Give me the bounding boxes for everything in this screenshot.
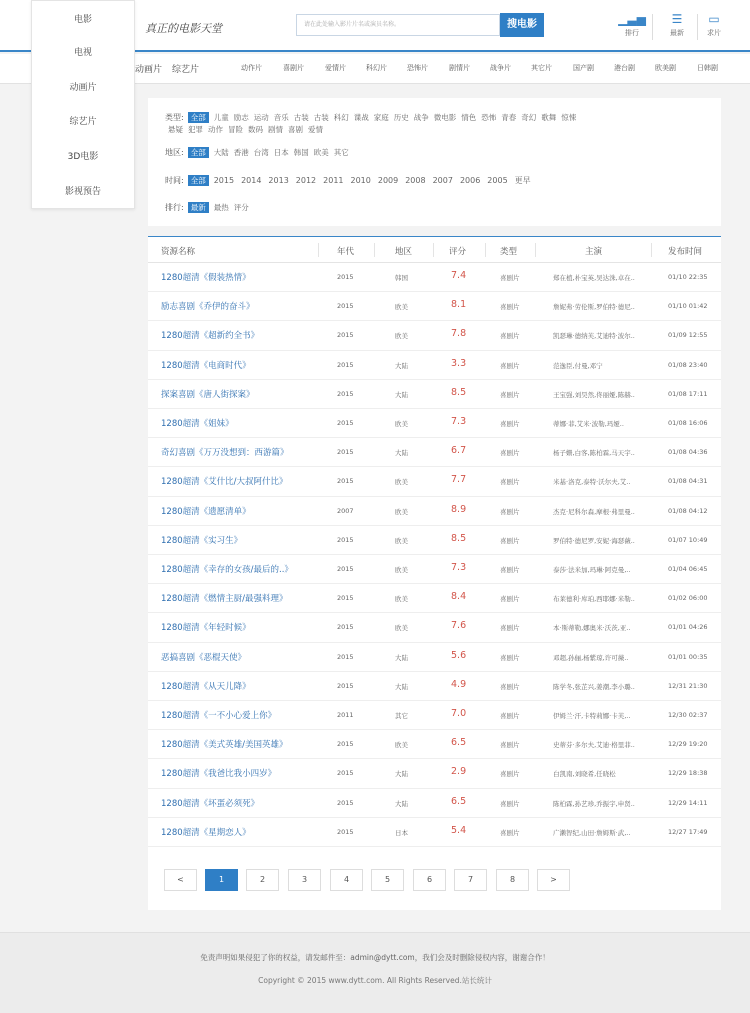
movie-year: 2015 — [337, 419, 354, 427]
movie-year: 2015 — [337, 302, 354, 311]
movie-score: 5.6 — [451, 649, 467, 661]
table-row — [148, 701, 721, 730]
nav-rank[interactable] — [615, 10, 649, 38]
movie-title-link[interactable]: 1280超清《坏蛋必须死》 — [161, 798, 260, 809]
filter-option[interactable]: 历史 — [393, 113, 409, 122]
col-region: 地区 — [395, 247, 413, 257]
filter-option[interactable]: 古装 — [293, 113, 309, 122]
movie-year: 2015 — [337, 389, 354, 398]
filter-option[interactable]: 科幻 — [333, 113, 349, 122]
movie-actors: 郑在植,朴宝英,吴达洙,卓在.. — [553, 274, 635, 282]
movie-year: 2015 — [337, 565, 354, 573]
movie-score: 8.4 — [451, 591, 467, 603]
col-divider — [651, 243, 652, 257]
movie-score: 2.9 — [451, 766, 467, 778]
movie-date: 12/30 02:37 — [668, 711, 708, 719]
movie-score: 6.5 — [451, 737, 467, 749]
filter-year[interactable]: 2008 — [405, 176, 426, 185]
filter-option[interactable]: 微电影 — [433, 113, 457, 122]
chat-bubble-icon: ▭ — [708, 12, 720, 26]
movie-genre: 喜剧片 — [500, 741, 520, 750]
movie-score: 6.5 — [451, 795, 467, 807]
cat-animation[interactable]: 动画片 — [135, 65, 163, 75]
channel-dropdown — [31, 0, 135, 209]
filter-year[interactable]: 2012 — [295, 176, 317, 185]
filter-year[interactable]: 2007 — [432, 176, 453, 185]
filter-option[interactable]: 剧情 — [268, 125, 283, 134]
dropdown-item-animation[interactable]: 动画片 — [69, 82, 97, 93]
movie-actors: 本·斯蒂勒,娜奥米·沃茨,亚.. — [553, 624, 631, 633]
movie-title-link[interactable]: 1280超清《年轻时候》 — [161, 623, 251, 634]
movie-region: 欧美 — [395, 303, 408, 312]
movie-actors: 王宝强,刘昊然,佟丽娅,陈赫.. — [553, 390, 635, 399]
search-input[interactable]: 请在此处输入影片片名或演员名称。 — [296, 14, 500, 36]
filter-option[interactable]: 运动 — [253, 113, 269, 122]
movie-genre: 喜剧片 — [500, 712, 520, 720]
movie-title-link[interactable]: 奇幻喜剧《万万没想到：西游篇》 — [161, 448, 289, 459]
table-row — [148, 351, 721, 380]
movie-region: 大陆 — [395, 653, 408, 662]
movie-date: 01/07 10:49 — [668, 535, 708, 544]
movie-year: 2015 — [337, 652, 354, 661]
movie-region: 大陆 — [395, 449, 408, 458]
movie-region: 大陆 — [395, 390, 408, 399]
movie-region: 欧美 — [395, 741, 408, 750]
movie-title-link[interactable]: 1280超清《超新约全书》 — [161, 331, 260, 342]
filter-option[interactable]: 香港 — [233, 148, 249, 157]
movie-date: 01/08 04:12 — [668, 506, 708, 515]
col-divider — [433, 243, 434, 257]
cat-item[interactable]: 喜剧片 — [283, 64, 304, 72]
movie-region: 日本 — [395, 828, 408, 837]
table-row — [148, 438, 721, 467]
nav-request-label: 求片 — [707, 29, 721, 37]
movie-actors: 蒂娜·菲,艾米·波勒,玛娅.. — [553, 420, 624, 428]
col-divider — [535, 243, 536, 257]
filter-panel — [148, 98, 721, 226]
movie-actors: 白凯南,刘晓希,任晓松 — [553, 770, 616, 779]
filter-year[interactable]: 2009 — [377, 176, 399, 185]
filter-region-all[interactable]: 全部 — [188, 147, 209, 158]
filter-option[interactable]: 悬疑 — [168, 125, 183, 134]
pager-page[interactable]: 8 — [496, 869, 529, 891]
movie-genre: 喜剧片 — [500, 420, 520, 428]
movie-date: 01/01 00:35 — [668, 652, 708, 661]
filter-year[interactable]: 2015 — [213, 176, 235, 185]
movie-date: 12/29 14:11 — [668, 798, 708, 807]
cat-item[interactable]: 动作片 — [241, 64, 262, 72]
movie-score: 8.1 — [451, 299, 467, 311]
movie-genre: 喜剧片 — [500, 595, 520, 604]
col-actors: 主演 — [585, 247, 603, 257]
movie-year: 2015 — [337, 273, 354, 281]
movie-actors: 杰克·尼科尔森,摩根·弗里曼.. — [553, 507, 635, 516]
movie-score: 8.5 — [451, 386, 467, 398]
movie-title-link[interactable]: 1280超清《实习生》 — [161, 535, 243, 546]
movie-region: 大陆 — [395, 799, 408, 808]
filter-option[interactable]: 日本 — [273, 148, 289, 157]
cat-item[interactable]: 国产剧 — [573, 64, 594, 72]
movie-region: 欧美 — [395, 420, 408, 428]
movie-genre: 喜剧片 — [500, 770, 520, 779]
pager-page[interactable]: 3 — [288, 869, 321, 891]
col-divider — [485, 243, 486, 257]
dropdown-item-variety[interactable]: 综艺片 — [69, 117, 97, 128]
filter-option[interactable]: 冒险 — [228, 125, 243, 134]
movie-actors: 凯瑟琳·德纳芙,艾迪特·波尔.. — [553, 332, 635, 341]
filter-option[interactable]: 儿童 — [213, 113, 229, 122]
movie-genre: 喜剧片 — [500, 624, 520, 633]
movie-date: 01/09 12:55 — [668, 331, 708, 340]
table-row — [148, 759, 721, 788]
site-footer — [0, 932, 750, 1013]
cat-item[interactable]: 欧美剧 — [655, 64, 676, 72]
table-row — [148, 497, 721, 526]
table-row — [148, 409, 721, 438]
movie-genre: 喜剧片 — [500, 828, 520, 837]
movie-actors: 广濑智纪,山田·詹姆斯·武,.. — [553, 828, 631, 837]
filter-option[interactable]: 喜剧 — [288, 125, 303, 134]
cat-item[interactable]: 日韩剧 — [697, 64, 718, 72]
pager-next[interactable]: > — [537, 869, 570, 891]
movie-table — [148, 236, 721, 910]
movie-actors: 范逸臣,付曼,邓宁 — [553, 361, 603, 370]
table-row — [148, 292, 721, 321]
filter-sort-option[interactable]: 最热 — [213, 203, 229, 212]
movie-score: 7.8 — [451, 328, 467, 340]
movie-genre: 喜剧片 — [500, 274, 520, 282]
movie-region: 欧美 — [395, 566, 408, 574]
movie-genre: 喜剧片 — [500, 303, 520, 312]
movie-region: 欧美 — [395, 478, 408, 487]
filter-option[interactable]: 谍战 — [353, 113, 369, 122]
movie-score: 8.5 — [451, 532, 467, 544]
movie-date: 01/10 22:35 — [668, 273, 708, 281]
movie-title-link[interactable]: 1280超清《我爸比我小四岁》 — [161, 769, 277, 780]
cat-item[interactable]: 港台剧 — [614, 64, 635, 72]
pager-page[interactable]: 6 — [413, 869, 446, 891]
pager-prev[interactable]: < — [164, 869, 197, 891]
cat-item[interactable]: 爱情片 — [325, 64, 346, 72]
movie-title-link[interactable]: 1280超清《姐妹》 — [161, 419, 234, 429]
dropdown-item-movie[interactable]: 电影 — [73, 15, 92, 25]
movie-actors: 伊姆兰·汗,卡特莉娜·卡芙,.. — [553, 712, 631, 720]
filter-type-all[interactable]: 全部 — [188, 112, 209, 123]
table-row — [148, 730, 721, 759]
movie-actors: 陈学冬,张芷兴,姜潮,李小璐.. — [553, 682, 635, 691]
col-genre: 类型 — [500, 247, 518, 257]
movie-score: 7.6 — [451, 620, 467, 632]
movie-year: 2015 — [337, 769, 354, 778]
table-row — [148, 789, 721, 818]
filter-option[interactable]: 犯罪 — [188, 125, 203, 134]
pager-page[interactable]: 4 — [330, 869, 363, 891]
dropdown-item-trailer[interactable]: 影视预告 — [64, 186, 101, 197]
movie-title-link[interactable]: 1280超清《假装热情》 — [161, 273, 251, 283]
cat-variety[interactable]: 综艺片 — [172, 65, 200, 75]
filter-year[interactable]: 2013 — [268, 176, 289, 185]
movie-region: 大陆 — [395, 770, 408, 779]
filter-option[interactable]: 战争 — [413, 113, 429, 122]
bar-chart-icon: ▁▃▅ — [618, 12, 646, 26]
movie-genre: 喜剧片 — [500, 449, 520, 458]
col-date: 发布时间 — [668, 247, 703, 257]
cat-item[interactable]: 恐怖片 — [407, 64, 428, 72]
list-icon: ☰ — [671, 12, 683, 26]
movie-region: 欧美 — [395, 624, 408, 633]
movie-year: 2015 — [337, 681, 354, 690]
filter-region-label: 地区: — [165, 148, 184, 157]
movie-region: 欧美 — [395, 536, 408, 545]
table-row — [148, 467, 721, 496]
filter-option[interactable]: 青春 — [501, 113, 517, 122]
movie-score: 7.0 — [451, 708, 467, 719]
table-row — [148, 672, 721, 701]
movie-title-link[interactable]: 1280超清《艾什比/大叔阿什比》 — [161, 477, 288, 488]
movie-title-link[interactable]: 1280超清《从天儿降》 — [161, 681, 251, 692]
movie-title-link[interactable]: 1280超清《燃情主厨/最强料理》 — [161, 594, 288, 605]
movie-region: 大陆 — [395, 361, 408, 370]
filter-option[interactable]: 古装 — [313, 113, 329, 122]
pager-page[interactable]: 2 — [246, 869, 279, 891]
filter-sort-label: 排行: — [165, 203, 184, 212]
pager-page[interactable]: 5 — [371, 869, 404, 891]
movie-year: 2015 — [337, 740, 354, 749]
footer-disclaimer: 免责声明如果侵犯了你的权益，请发邮件至：admin@dytt.com，我们会及时删除侵权内容，谢谢合作！ — [200, 953, 550, 962]
search-button[interactable]: 搜电影 — [500, 13, 544, 37]
movie-genre: 喜剧片 — [500, 361, 520, 370]
movie-genre: 喜剧片 — [500, 478, 520, 487]
filter-sort-newest[interactable]: 最新 — [188, 202, 209, 213]
movie-date: 12/29 18:38 — [668, 769, 708, 778]
cat-item[interactable]: 其它片 — [531, 64, 552, 72]
table-row — [148, 613, 721, 642]
movie-date: 01/08 04:31 — [668, 477, 708, 486]
movie-region: 欧美 — [395, 595, 408, 604]
footer-copyright: Copyright © 2015 www.dytt.com. All Rights Reserved.站长统计 — [258, 976, 492, 985]
movie-score: 7.3 — [451, 416, 467, 427]
filter-year[interactable]: 2010 — [350, 176, 371, 185]
filter-option[interactable]: 恐怖 — [481, 113, 497, 122]
movie-score: 8.9 — [451, 503, 467, 515]
movie-year: 2015 — [337, 477, 354, 486]
movie-date: 01/04 06:45 — [668, 565, 708, 573]
nav-request[interactable] — [697, 10, 731, 38]
filter-option[interactable]: 奇幻 — [521, 113, 537, 122]
movie-score: 7.3 — [451, 562, 467, 573]
movie-year: 2015 — [337, 798, 354, 807]
filter-type-label: 类型: — [165, 113, 184, 122]
table-header — [148, 237, 721, 263]
movie-title-link[interactable]: 1280超清《一不小心爱上你》 — [161, 711, 277, 721]
movie-year: 2015 — [337, 535, 354, 544]
movie-actors: 史蒂芬·多尔夫,艾迪·格里菲.. — [553, 741, 635, 750]
movie-title-link[interactable]: 1280超清《遗愿清单》 — [161, 506, 251, 517]
filter-region-row — [165, 147, 354, 158]
filter-option[interactable]: 韩国 — [293, 148, 309, 157]
movie-date: 01/02 06:00 — [668, 594, 708, 603]
movie-score: 6.7 — [451, 445, 467, 457]
movie-genre: 喜剧片 — [500, 682, 520, 691]
filter-year[interactable]: 2006 — [459, 176, 481, 185]
col-name: 资源名称 — [161, 247, 196, 257]
movie-title-link[interactable]: 探案喜剧《唐人街探案》 — [161, 389, 255, 400]
table-row — [148, 584, 721, 613]
movie-date: 01/08 16:06 — [668, 419, 708, 427]
filter-option[interactable]: 歌舞 — [541, 113, 557, 122]
filter-sort-row — [165, 202, 254, 213]
movie-actors: 陈柏霖,孙艺珍,乔振宇,申贤.. — [553, 799, 635, 808]
filter-time-row — [165, 175, 538, 186]
filter-type-row — [165, 112, 581, 123]
movie-year: 2015 — [337, 623, 354, 632]
movie-date: 01/01 04:26 — [668, 623, 708, 632]
filter-option[interactable]: 励志 — [233, 113, 249, 122]
movie-score: 3.3 — [451, 357, 467, 369]
filter-option[interactable]: 台湾 — [253, 148, 269, 157]
movie-title-link[interactable]: 1280超清《幸存的女孩/最后的..》 — [161, 565, 293, 575]
table-row — [148, 380, 721, 409]
filter-year[interactable]: 2005 — [487, 176, 508, 185]
movie-genre: 喜剧片 — [500, 332, 520, 341]
filter-option[interactable]: 情色 — [461, 113, 477, 122]
movie-title-link[interactable]: 励志喜剧《乔伊的奋斗》 — [161, 302, 255, 313]
cat-item[interactable]: 科幻片 — [366, 64, 387, 72]
nav-rank-label: 排行 — [625, 29, 639, 37]
movie-actors: 米基·洛克,泰特·沃尔夫,艾.. — [553, 478, 631, 487]
filter-option[interactable]: 欧美 — [313, 148, 329, 157]
movie-region: 欧美 — [395, 507, 408, 516]
table-row — [148, 555, 721, 584]
movie-date: 01/10 01:42 — [668, 302, 708, 311]
filter-option[interactable]: 家庭 — [373, 113, 389, 122]
site-slogan: 真正的电影天堂 — [145, 22, 222, 35]
filter-year[interactable]: 2011 — [323, 176, 344, 185]
movie-actors: 泰莎·法米加,玛琳·阿克曼,.. — [553, 566, 631, 574]
pager-page[interactable]: 7 — [454, 869, 487, 891]
table-row — [148, 526, 721, 555]
nav-latest-label: 最新 — [670, 29, 684, 37]
col-divider — [374, 243, 375, 257]
filter-year[interactable]: 更早 — [514, 176, 531, 185]
movie-date: 01/08 23:40 — [668, 360, 708, 369]
movie-region: 其它 — [395, 712, 408, 720]
dropdown-item-tv[interactable]: 电视 — [73, 47, 92, 58]
table-row — [148, 321, 721, 350]
movie-genre: 喜剧片 — [500, 566, 520, 574]
filter-option[interactable]: 爱情 — [308, 125, 323, 134]
movie-genre: 喜剧片 — [500, 653, 520, 662]
movie-region: 韩国 — [395, 274, 408, 282]
filter-option[interactable]: 大陆 — [213, 148, 229, 157]
filter-option[interactable]: 惊悚 — [561, 113, 577, 122]
movie-actors: 罗伯特·德尼罗,安妮·海瑟薇.. — [553, 536, 635, 545]
pager-page[interactable]: 1 — [205, 869, 238, 891]
movie-year: 2011 — [337, 711, 354, 719]
movie-region: 大陆 — [395, 682, 408, 691]
nav-latest[interactable] — [660, 10, 694, 38]
movie-title-link[interactable]: 1280超清《星期恋人》 — [161, 827, 251, 838]
table-row — [148, 818, 721, 847]
movie-date: 01/08 04:36 — [668, 448, 708, 457]
cat-item[interactable]: 剧情片 — [449, 64, 470, 72]
col-year: 年代 — [337, 247, 355, 257]
table-row — [148, 643, 721, 672]
filter-time-label: 时间: — [165, 176, 184, 185]
movie-genre: 喜剧片 — [500, 799, 520, 808]
col-score: 评分 — [449, 247, 467, 257]
movie-year: 2015 — [337, 360, 354, 369]
movie-year: 2015 — [337, 331, 354, 340]
filter-option[interactable]: 音乐 — [273, 113, 289, 122]
movie-date: 12/31 21:30 — [668, 681, 708, 690]
col-divider — [318, 243, 319, 257]
movie-date: 01/08 17:11 — [668, 389, 708, 398]
filter-option[interactable]: 其它 — [333, 148, 349, 157]
movie-title-link[interactable]: 1280超清《电商时代》 — [161, 360, 251, 371]
filter-option[interactable]: 动作 — [208, 125, 223, 134]
movie-actors: 杨子姗,白客,陈柏霖,马天宇.. — [553, 449, 635, 458]
movie-score: 5.4 — [451, 824, 467, 836]
table-row — [148, 263, 721, 292]
filter-time-all[interactable]: 全部 — [188, 175, 209, 186]
movie-actors: 詹妮弗·劳伦斯,罗伯特·德尼.. — [553, 303, 635, 312]
dropdown-item-3d[interactable]: 3D电影 — [67, 152, 99, 163]
filter-year[interactable]: 2014 — [241, 176, 262, 185]
movie-date: 12/29 19:20 — [668, 740, 708, 749]
movie-title-link[interactable]: 恶搞喜剧《恶棍天使》 — [161, 652, 247, 663]
movie-actors: 邓超,孙俪,杨紫琼,许可薇.. — [553, 653, 629, 662]
movie-year: 2015 — [337, 448, 354, 457]
movie-score: 4.9 — [451, 678, 467, 690]
cat-item[interactable]: 战争片 — [490, 64, 511, 72]
movie-date: 12/27 17:49 — [668, 827, 708, 836]
movie-region: 欧美 — [395, 332, 408, 341]
movie-score: 7.7 — [451, 474, 467, 486]
movie-score: 7.4 — [451, 270, 467, 281]
movie-genre: 喜剧片 — [500, 536, 520, 545]
movie-title-link[interactable]: 1280超清《美式英雄/美国英雄》 — [161, 740, 288, 751]
movie-genre: 喜剧片 — [500, 390, 520, 399]
movie-actors: 布莱德利·库珀,西耶娜·米勒.. — [553, 595, 635, 604]
movie-year: 2007 — [337, 506, 354, 515]
filter-type-row-2 — [168, 124, 328, 135]
filter-option[interactable]: 数码 — [248, 125, 263, 134]
nav-divider — [652, 14, 653, 40]
filter-sort-option[interactable]: 评分 — [233, 203, 249, 212]
movie-year: 2015 — [337, 594, 354, 603]
movie-genre: 喜剧片 — [500, 507, 520, 516]
movie-year: 2015 — [337, 827, 354, 836]
